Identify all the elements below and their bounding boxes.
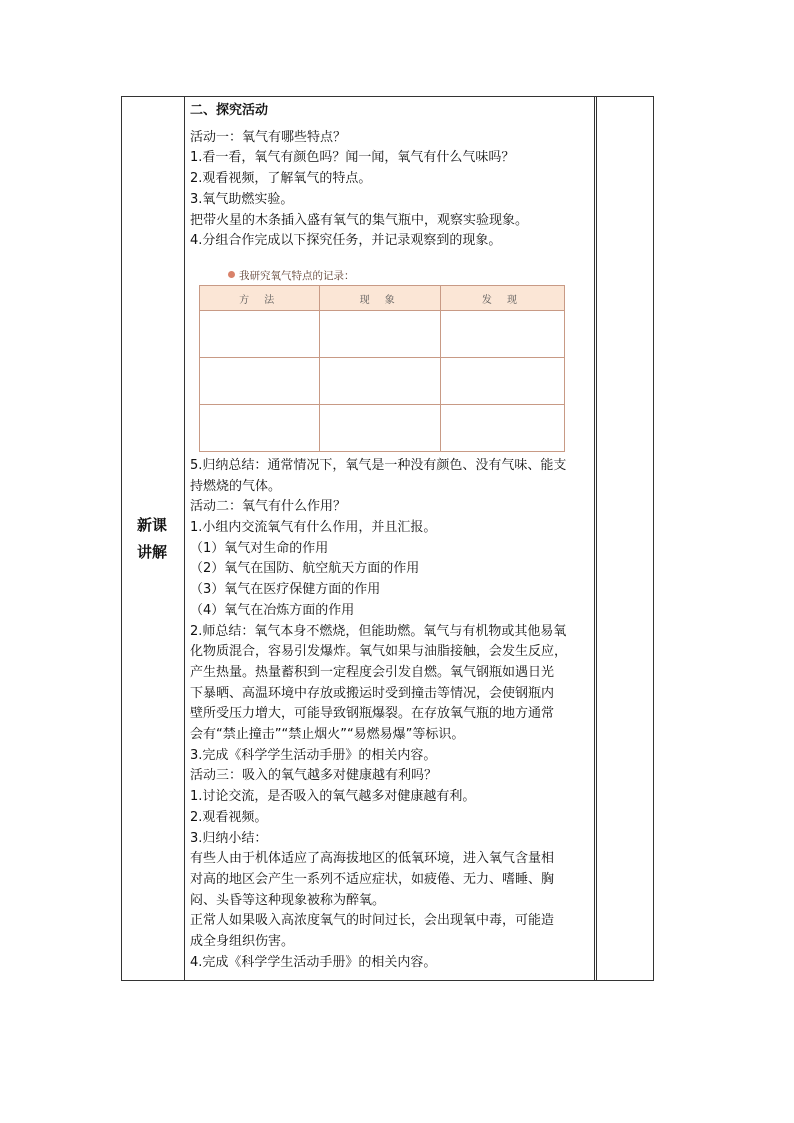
activity2-line: （2）氧气在国防、航空航天方面的作用 xyxy=(190,561,420,577)
record-cell xyxy=(440,358,564,405)
record-header-method: 方 法 xyxy=(200,286,320,311)
activity2-line: （1）氧气对生命的作用 xyxy=(190,540,329,556)
activity3-line: 2.观看视频。 xyxy=(190,809,268,825)
record-title-text: 我研究氧气特点的记录： xyxy=(239,270,355,282)
record-title xyxy=(228,264,355,283)
record-cell xyxy=(320,311,440,358)
activity1-item: 1.看一看，氧气有颜色吗？闻一闻，氧气有什么气味吗？ xyxy=(190,150,515,166)
activity2-line: 产生热量。热量蓄积到一定程度会引发自燃。氧气钢瓶如遇日光 xyxy=(190,664,555,680)
section-heading: 二、探究活动 xyxy=(190,103,269,118)
activity2-line: 3.完成《科学学生活动手册》的相关内容。 xyxy=(190,747,437,763)
activity3-line: 闷、头昏等这种现象被称为醉氧。 xyxy=(190,892,386,908)
activity2-title: 活动二：氧气有什么作用？ xyxy=(190,499,347,515)
record-table-header xyxy=(200,286,565,311)
activity2-line: 2.师总结：氧气本身不燃烧，但能助燃。氧气与有机物或其他易氧 xyxy=(190,623,567,639)
summary1-line: 持燃烧的气体。 xyxy=(190,478,282,494)
activity3-line: 有些人由于机体适应了高海拔地区的低氧环境，进入氧气含量相 xyxy=(190,851,555,867)
activity2-line: 化物质混合，容易引发爆炸。氧气如果与油脂接触，会发生反应， xyxy=(190,644,568,660)
activity1-item: 2.观看视频，了解氧气的特点。 xyxy=(190,171,372,187)
record-cell xyxy=(320,358,440,405)
activity3-line: 对高的地区会产生一系列不适应症状，如疲倦、无力、嗜睡、胸 xyxy=(190,871,555,887)
record-cell xyxy=(440,311,564,358)
summary1-line: 5.归纳总结：通常情况下，氧气是一种没有颜色、没有气味、能支 xyxy=(190,457,567,473)
activity3-line: 成全身组织伤害。 xyxy=(190,934,295,950)
section-label-line-2: 讲解 xyxy=(136,543,167,561)
bullet-dot-icon xyxy=(228,271,235,278)
activity3-line: 正常人如果吸入高浓度氧气的时间过长，会出现氧中毒，可能造 xyxy=(190,913,555,929)
activity3-line: 1.讨论交流，是否吸入的氧气越多对健康越有利。 xyxy=(190,789,476,805)
activity2-line: （4）氧气在冶炼方面的作用 xyxy=(190,602,355,618)
record-cell xyxy=(200,311,320,358)
activity3-line: 4.完成《科学学生活动手册》的相关内容。 xyxy=(190,954,437,970)
record-table-row xyxy=(200,405,565,452)
activity3-title: 活动三：吸入的氧气越多对健康越有利吗？ xyxy=(190,768,438,784)
activity1-item: 把带火星的木条插入盛有氧气的集气瓶中，观察实验现象。 xyxy=(190,212,529,228)
record-cell xyxy=(200,358,320,405)
section-label-line-1: 新课 xyxy=(136,516,167,534)
record-header-finding: 发 现 xyxy=(440,286,564,311)
section-label xyxy=(134,512,170,566)
activity2-line: 1.小组内交流氧气有什么作用，并且汇报。 xyxy=(190,520,437,536)
record-table-row xyxy=(200,311,565,358)
record-table-row xyxy=(200,358,565,405)
activity2-line: 下暴晒、高温环境中存放或搬运时受到撞击等情况，会使钢瓶内 xyxy=(190,685,555,701)
activity1-item: 3.氧气助燃实验。 xyxy=(190,191,294,207)
activity3-line: 3.归纳小结： xyxy=(190,830,268,846)
record-table xyxy=(199,285,565,452)
activity2-line: 会有“禁止撞击”“禁止烟火”“易燃易爆”等标识。 xyxy=(190,727,465,743)
activity2-line: （3）氧气在医疗保健方面的作用 xyxy=(190,582,381,598)
record-header-phenomenon: 现 象 xyxy=(320,286,440,311)
record-cell xyxy=(320,405,440,452)
record-cell xyxy=(440,405,564,452)
activity2-line: 壁所受压力增大，可能导致钢瓶爆裂。在存放氧气瓶的地方通常 xyxy=(190,706,555,722)
record-cell xyxy=(200,405,320,452)
activity1-title: 活动一：氧气有哪些特点？ xyxy=(190,129,347,145)
activity1-item: 4.分组合作完成以下探究任务，并记录观察到的现象。 xyxy=(190,233,502,249)
lesson-content xyxy=(190,100,592,974)
